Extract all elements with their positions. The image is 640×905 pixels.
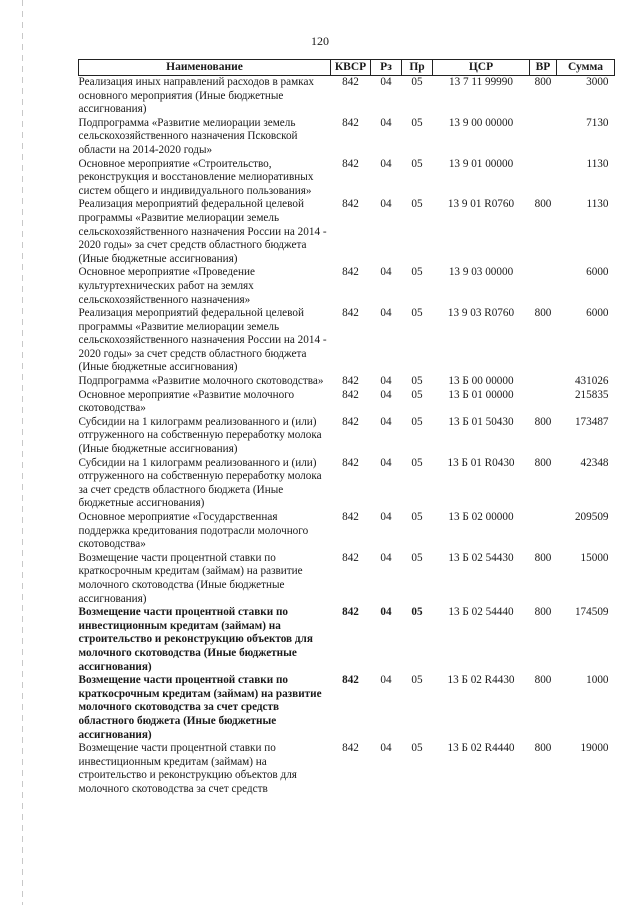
table-row <box>79 742 615 796</box>
row-vr: 800 <box>534 551 552 564</box>
header-csr: ЦСР <box>433 60 530 76</box>
row-kvsr: 842 <box>342 606 359 619</box>
row-vr <box>530 117 557 158</box>
row-rz: 04 <box>380 388 392 401</box>
row-name: Возмещение части процентной ставки по инвестиционным кредитам (займам) на строительство и реконструкцию объектов для молочного скотоводства за счет средств <box>78 742 297 795</box>
table-row <box>79 375 615 389</box>
row-sum: 3000 <box>586 76 609 88</box>
row-vr: 800 <box>534 198 552 211</box>
row-sum: 15000 <box>580 551 609 564</box>
table-row <box>79 606 615 674</box>
row-kvsr: 842 <box>342 375 359 388</box>
table-row <box>79 457 615 511</box>
row-pr: 05 <box>411 674 423 687</box>
row-pr: 05 <box>411 266 423 279</box>
row-rz: 04 <box>380 606 392 619</box>
row-name: Основное мероприятие «Государственная поддержка кредитования подотрасли молочного скотоводства» <box>78 511 309 551</box>
row-kvsr: 842 <box>342 157 359 170</box>
row-pr: 05 <box>411 76 423 88</box>
row-csr: 13 Б 02 54440 <box>448 606 514 619</box>
row-vr <box>530 389 557 416</box>
page-number: 120 <box>311 34 329 48</box>
row-rz: 04 <box>380 266 392 279</box>
row-csr: 13 Б 02 00000 <box>448 511 514 523</box>
row-rz: 04 <box>380 198 392 211</box>
table-row <box>79 416 615 457</box>
row-sum: 6000 <box>586 307 609 320</box>
row-csr: 13 9 03 00000 <box>448 266 514 279</box>
row-name: Возмещение части процентной ставки по инвестиционным кредитам (займам) на строительство и реконструкцию объектов для молочного скотоводства (Иные бюджетные ассигнования) <box>78 606 313 673</box>
row-csr: 13 Б 00 00000 <box>448 375 514 388</box>
row-sum: 209509 <box>574 511 609 523</box>
row-kvsr: 842 <box>342 415 359 428</box>
row-vr: 800 <box>534 456 552 469</box>
scan-edge <box>22 0 23 905</box>
row-pr: 05 <box>411 606 423 619</box>
row-pr: 05 <box>411 116 423 129</box>
header-name: Наименование <box>79 60 331 76</box>
row-rz: 04 <box>380 674 392 687</box>
row-rz: 04 <box>380 116 392 129</box>
row-rz: 04 <box>380 511 392 523</box>
row-name: Субсидии на 1 килограмм реализованного и (или) отгруженного на собственную переработку молока за счет средств областного бюджета (Иные бюджетные ассигнования) <box>78 456 322 510</box>
table-row <box>79 117 615 158</box>
row-rz: 04 <box>380 551 392 564</box>
row-pr: 05 <box>411 198 423 211</box>
row-kvsr: 842 <box>342 742 359 755</box>
row-rz: 04 <box>380 307 392 320</box>
header-kvsr: КВСР <box>331 60 371 76</box>
row-vr: 800 <box>534 606 552 619</box>
row-name: Возмещение части процентной ставки по краткосрочным кредитам (займам) на развитие молочного скотоводства за счет средств областного бюджета (Иные бюджетные ассигнования) <box>78 674 322 741</box>
row-name: Основное мероприятие «Строительство, реконструкция и восстановление мелиоративных систем общего и индивидуального пользования» <box>78 157 314 197</box>
table-row <box>79 198 615 266</box>
row-pr: 05 <box>411 388 423 401</box>
row-csr: 13 Б 01 R0430 <box>447 456 515 469</box>
row-kvsr: 842 <box>342 116 359 129</box>
row-kvsr: 842 <box>342 198 359 211</box>
row-pr: 05 <box>411 456 423 469</box>
header-sum: Сумма <box>557 60 615 76</box>
table-row <box>79 511 615 552</box>
row-rz: 04 <box>380 456 392 469</box>
row-vr <box>530 511 557 552</box>
row-name: Субсидии на 1 килограмм реализованного и (или) отгруженного на собственную переработку молока (Иные бюджетные ассигнования) <box>78 415 322 456</box>
row-vr: 800 <box>534 307 552 320</box>
row-csr: 13 Б 01 50430 <box>448 415 514 428</box>
row-rz: 04 <box>380 157 392 170</box>
row-sum: 215835 <box>574 388 609 401</box>
row-sum: 7130 <box>586 116 609 129</box>
row-vr <box>530 158 557 199</box>
row-kvsr: 842 <box>342 307 359 320</box>
header-rz: Рз <box>371 60 402 76</box>
row-kvsr: 842 <box>342 76 359 88</box>
budget-table <box>78 59 615 796</box>
row-kvsr: 842 <box>342 674 359 687</box>
row-rz: 04 <box>380 76 392 88</box>
row-name: Возмещение части процентной ставки по краткосрочным кредитам (займам) на развитие молочного скотоводства (Иные бюджетные ассигнования) <box>78 551 303 605</box>
row-pr: 05 <box>411 511 423 523</box>
row-rz: 04 <box>380 415 392 428</box>
row-rz: 04 <box>380 375 392 388</box>
row-csr: 13 Б 02 54430 <box>448 551 514 564</box>
header-vr: ВР <box>530 60 557 76</box>
row-csr: 13 7 11 99990 <box>449 76 513 88</box>
row-sum: 42348 <box>580 456 609 469</box>
row-name: Реализация мероприятий федеральной целевой программы «Развитие мелиорации земель сельскохозяйственного назначения России на 2014 - 2020 годы» за счет средств областного бюджета (Иные бюджетные ассигнования) <box>78 307 327 374</box>
row-pr: 05 <box>411 307 423 320</box>
row-sum: 6000 <box>586 266 609 279</box>
row-pr: 05 <box>411 157 423 170</box>
row-name: Реализация иных направлений расходов в рамках основного мероприятия (Иные бюджетные ассигнования) <box>78 76 315 116</box>
row-csr: 13 Б 02 R4440 <box>447 742 515 755</box>
row-kvsr: 842 <box>342 456 359 469</box>
row-csr: 13 9 03 R0760 <box>447 307 515 320</box>
table-header-row <box>79 60 615 76</box>
row-sum: 173487 <box>574 415 609 428</box>
table-row <box>79 158 615 199</box>
row-name: Основное мероприятие «Развитие молочного скотоводства» <box>78 388 295 415</box>
row-vr: 800 <box>534 674 552 687</box>
row-sum: 1000 <box>586 674 609 687</box>
row-kvsr: 842 <box>342 511 359 523</box>
table-row <box>79 76 615 117</box>
row-name: Подпрограмма «Развитие мелиорации земель сельскохозяйственного назначения Псковской области на 2014-2020 годы» <box>78 116 298 156</box>
header-pr: Пр <box>402 60 433 76</box>
row-kvsr: 842 <box>342 266 359 279</box>
row-pr: 05 <box>411 551 423 564</box>
row-csr: 13 9 01 00000 <box>448 157 514 170</box>
table-row <box>79 674 615 742</box>
row-vr: 800 <box>534 76 552 88</box>
row-pr: 05 <box>411 415 423 428</box>
row-sum: 1130 <box>586 198 609 211</box>
row-sum: 19000 <box>580 742 609 755</box>
row-vr: 800 <box>534 415 552 428</box>
row-csr: 13 Б 02 R4430 <box>447 674 515 687</box>
row-csr: 13 9 01 R0760 <box>447 198 515 211</box>
row-sum: 174509 <box>574 606 609 619</box>
row-sum: 1130 <box>586 157 609 170</box>
row-kvsr: 842 <box>342 551 359 564</box>
table-row <box>79 552 615 606</box>
row-name: Основное мероприятие «Проведение культуртехнических работ на землях сельскохозяйственного назначения» <box>78 266 255 306</box>
row-pr: 05 <box>411 742 423 755</box>
row-vr <box>530 375 557 389</box>
row-name: Реализация мероприятий федеральной целевой программы «Развитие мелиорации земель сельскохозяйственного назначения России на 2014 - 2020 годы» за счет средств областного бюджета (Иные бюджетные ассигнования) <box>78 198 327 265</box>
table-row <box>79 389 615 416</box>
row-kvsr: 842 <box>342 388 359 401</box>
row-sum: 431026 <box>574 375 609 388</box>
row-rz: 04 <box>380 742 392 755</box>
row-vr <box>530 266 557 307</box>
row-vr: 800 <box>534 742 552 755</box>
row-csr: 13 9 00 00000 <box>448 116 514 129</box>
table-row <box>79 307 615 375</box>
table-row <box>79 266 615 307</box>
row-csr: 13 Б 01 00000 <box>448 388 514 401</box>
row-pr: 05 <box>411 375 423 388</box>
row-name: Подпрограмма «Развитие молочного скотоводства» <box>78 375 324 388</box>
